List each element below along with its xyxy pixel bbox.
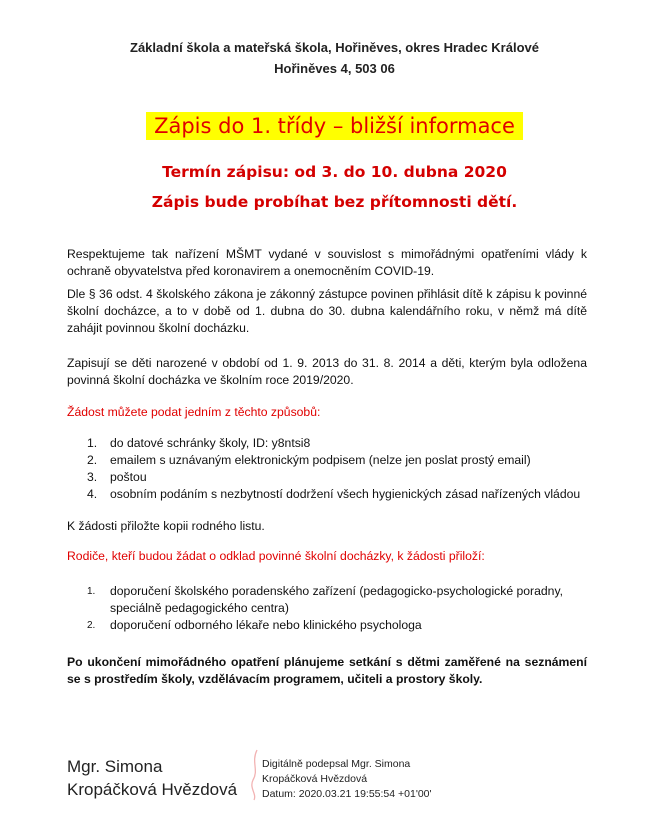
digital-signature-info <box>262 757 432 802</box>
enrollment-note: Zápis bude probíhat bez přítomnosti dětí. <box>151 193 518 211</box>
document-title: Zápis do 1. třídy – bližší informace <box>146 112 523 140</box>
title-wrap <box>0 112 669 140</box>
list-item <box>87 452 607 469</box>
paragraph-eligibility: Zapisují se děti narozené v období od 1. 9. 2013 do 31. 8. 2014 a děti, kterým byla odložena povinná školní docházka ve školním roce 2019/2020. <box>67 356 587 387</box>
list-item <box>87 469 607 486</box>
signature-name-line: Kropáčková Hvězdová <box>67 780 238 799</box>
signature-info-line: Digitálně podepsal Mgr. Simona <box>262 758 411 770</box>
signature-name-line: Mgr. Simona <box>67 757 163 776</box>
deferral-heading: Rodiče, kteří budou žádat o odklad povinné školní docházky, k žádosti přiloží: <box>67 549 485 563</box>
list-text: osobním podáním s nezbytností dodržení všech hygienických zásad nařízených vládou <box>110 487 581 501</box>
list-number: 1. <box>87 436 98 450</box>
list-item <box>87 583 607 617</box>
deferral-list <box>87 583 607 634</box>
submission-heading: Žádost můžete podat jedním z těchto způsobů: <box>67 405 321 419</box>
list-number: 3. <box>87 470 98 484</box>
closing-paragraph: Po ukončení mimořádného opatření plánujeme setkání s dětmi zaměřené na seznámení se s prostředím školy, vzdělávacím programem, učiteli a prostory školy. <box>67 655 587 686</box>
list-text: do datové schránky školy, ID: y8ntsi8 <box>110 436 311 450</box>
submission-list <box>87 435 607 503</box>
enrollment-date: Termín zápisu: od 3. do 10. dubna 2020 <box>162 163 507 181</box>
list-number: 4. <box>87 487 98 501</box>
signature-name <box>67 755 237 801</box>
list-text: emailem s uznávaným elektronickým podpisem (nelze jen poslat prostý email) <box>110 453 531 467</box>
paragraph-law: Dle § 36 odst. 4 školského zákona je zákonný zástupce povinen přihlásit dítě k zápisu k povinné školní docházce, a to v době od 1. dubna do 30. dubna kalendářního roku, v němž má dítě zahájit povinnou školní docházku. <box>67 287 587 335</box>
list-text: poštou <box>110 470 147 484</box>
list-item <box>87 435 607 452</box>
list-number: 2. <box>87 453 98 467</box>
list-number: 1. <box>87 586 96 597</box>
list-item <box>87 617 607 634</box>
attach-note: K žádosti přiložte kopii rodného listu. <box>67 519 265 533</box>
list-text-line: speciálně pedagogického centra) <box>110 601 289 615</box>
list-text-line: doporučení školského poradenského zařízení (pedagogicko-psychologické poradny, <box>110 584 564 598</box>
list-text <box>110 583 563 617</box>
list-number: 2. <box>87 620 96 631</box>
list-item <box>87 486 607 503</box>
school-name: Základní škola a mateřská škola, Hořiněves, okres Hradec Králové <box>130 40 539 55</box>
signature-date: Datum: 2020.03.21 19:55:54 +01'00' <box>262 788 432 800</box>
signature-mark-icon <box>248 748 262 802</box>
paragraph-ministry: Respektujeme tak nařízení MŠMT vydané v souvislost s mimořádnými opatřeními vlády k ochraně obyvatelstva před koronavirem a onemocněním COVID-19. <box>67 247 587 278</box>
school-address: Hořiněves 4, 503 06 <box>274 61 395 76</box>
list-text: doporučení odborného lékaře nebo klinického psychologa <box>110 618 422 632</box>
signature-info-line: Kropáčková Hvězdová <box>262 773 368 785</box>
